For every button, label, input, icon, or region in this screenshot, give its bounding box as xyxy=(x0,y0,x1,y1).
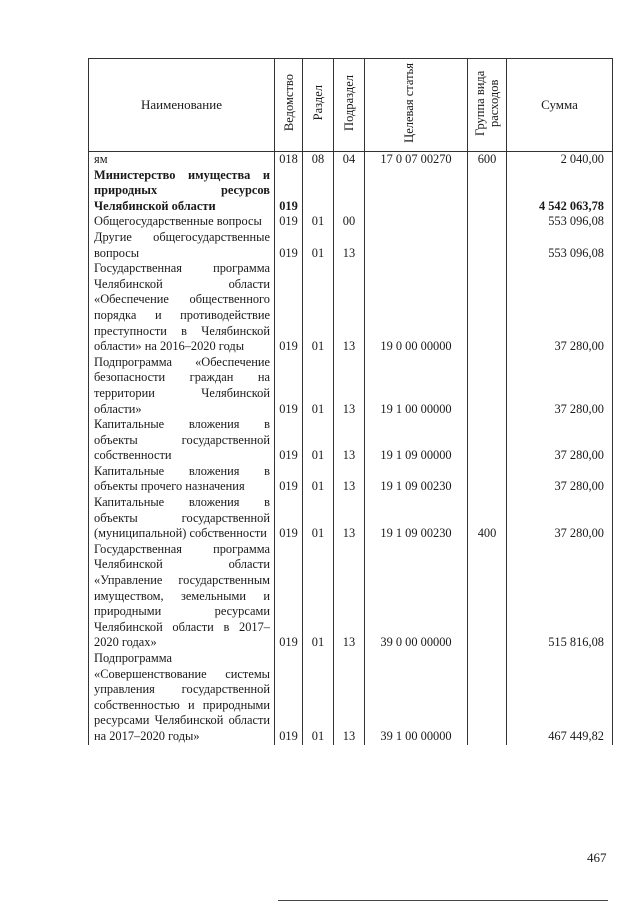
cell-name: Капитальные вложения в объекты прочего назначения xyxy=(89,464,275,495)
cell-name: Государственная программа Челябинской области «Обеспечение общественного порядка и противодействие преступности в Челябинской области» на 2016–2020 годы xyxy=(89,261,275,355)
cell-subsection: 13 xyxy=(334,417,365,464)
cell-sum: 467 449,82 xyxy=(507,651,613,745)
cell-dept: 019 xyxy=(275,214,303,230)
cell-target: 39 0 00 00000 xyxy=(365,542,468,651)
table-row xyxy=(89,214,613,230)
cell-group xyxy=(468,214,507,230)
cell-subsection: 04 xyxy=(334,152,365,168)
header-target: Целевая статья xyxy=(365,59,468,152)
cell-subsection xyxy=(334,168,365,215)
cell-name: Капитальные вложения в объекты государственной (муниципальной) собственности xyxy=(89,495,275,542)
cell-section: 08 xyxy=(303,152,334,168)
cell-section: 01 xyxy=(303,495,334,542)
table-row xyxy=(89,261,613,355)
header-sum: Сумма xyxy=(507,59,613,152)
cell-subsection: 13 xyxy=(334,261,365,355)
table-row xyxy=(89,464,613,495)
table-row xyxy=(89,168,613,215)
cell-target: 19 0 00 00000 xyxy=(365,261,468,355)
table-row xyxy=(89,495,613,542)
cell-dept: 019 xyxy=(275,230,303,261)
cell-sum: 37 280,00 xyxy=(507,355,613,417)
cell-sum: 553 096,08 xyxy=(507,230,613,261)
cell-name: Другие общегосударственные вопросы xyxy=(89,230,275,261)
cell-name: Капитальные вложения в объекты государственной собственности xyxy=(89,417,275,464)
cell-section xyxy=(303,168,334,215)
cell-group xyxy=(468,651,507,745)
table-row xyxy=(89,355,613,417)
cell-target xyxy=(365,214,468,230)
cell-subsection: 00 xyxy=(334,214,365,230)
cell-subsection: 13 xyxy=(334,355,365,417)
cell-subsection: 13 xyxy=(334,464,365,495)
cell-group: 600 xyxy=(468,152,507,168)
cell-dept: 019 xyxy=(275,168,303,215)
header-dept: Ведомство xyxy=(275,59,303,152)
table-row xyxy=(89,542,613,651)
cell-group xyxy=(468,464,507,495)
cell-sum: 553 096,08 xyxy=(507,214,613,230)
cell-name: Подпрограмма «Обеспечение безопасности граждан на территории Челябинской области» xyxy=(89,355,275,417)
header-group: Группа вида расходов xyxy=(468,59,507,152)
cell-dept: 019 xyxy=(275,542,303,651)
page-number: 467 xyxy=(587,850,607,865)
header-section: Раздел xyxy=(303,59,334,152)
footer-rule xyxy=(278,900,608,901)
cell-sum: 37 280,00 xyxy=(507,495,613,542)
cell-section: 01 xyxy=(303,464,334,495)
cell-dept: 019 xyxy=(275,417,303,464)
cell-subsection: 13 xyxy=(334,651,365,745)
cell-name: Подпрограмма «Совершенствование системы управления государственной собственностью и природными ресурсами Челябинской области на 2017–2020 годы» xyxy=(89,651,275,745)
cell-target: 19 1 09 00230 xyxy=(365,495,468,542)
cell-sum: 37 280,00 xyxy=(507,261,613,355)
cell-target: 19 1 09 00230 xyxy=(365,464,468,495)
cell-dept: 018 xyxy=(275,152,303,168)
cell-name: Общегосударственные вопросы xyxy=(89,214,275,230)
header-subsection: Подраздел xyxy=(334,59,365,152)
cell-group xyxy=(468,355,507,417)
cell-target: 17 0 07 00270 xyxy=(365,152,468,168)
cell-group xyxy=(468,230,507,261)
cell-dept: 019 xyxy=(275,464,303,495)
table-row xyxy=(89,152,613,168)
cell-target xyxy=(365,230,468,261)
cell-section: 01 xyxy=(303,355,334,417)
cell-dept: 019 xyxy=(275,495,303,542)
cell-subsection: 13 xyxy=(334,542,365,651)
cell-name: Министерство имущества и природных ресурсов Челябинской области xyxy=(89,168,275,215)
budget-table xyxy=(88,58,613,745)
cell-name: ям xyxy=(89,152,275,168)
cell-target: 39 1 00 00000 xyxy=(365,651,468,745)
header-name: Наименование xyxy=(89,59,275,152)
cell-group: 400 xyxy=(468,495,507,542)
cell-dept: 019 xyxy=(275,651,303,745)
cell-subsection: 13 xyxy=(334,495,365,542)
cell-name: Государственная программа Челябинской области «Управление государственным имуществом, земельными и природными ресурсами Челябинской области в 2017–2020 годах» xyxy=(89,542,275,651)
cell-section: 01 xyxy=(303,651,334,745)
cell-section: 01 xyxy=(303,542,334,651)
cell-group xyxy=(468,261,507,355)
cell-section: 01 xyxy=(303,214,334,230)
cell-section: 01 xyxy=(303,417,334,464)
cell-section: 01 xyxy=(303,230,334,261)
table-header-row xyxy=(89,59,613,152)
cell-group xyxy=(468,542,507,651)
cell-sum: 4 542 063,78 xyxy=(507,168,613,215)
cell-sum: 37 280,00 xyxy=(507,417,613,464)
cell-section: 01 xyxy=(303,261,334,355)
cell-target: 19 1 09 00000 xyxy=(365,417,468,464)
table-row xyxy=(89,230,613,261)
cell-group xyxy=(468,168,507,215)
cell-target: 19 1 00 00000 xyxy=(365,355,468,417)
cell-subsection: 13 xyxy=(334,230,365,261)
cell-target xyxy=(365,168,468,215)
cell-group xyxy=(468,417,507,464)
table-row xyxy=(89,651,613,745)
cell-dept: 019 xyxy=(275,261,303,355)
cell-dept: 019 xyxy=(275,355,303,417)
cell-sum: 515 816,08 xyxy=(507,542,613,651)
table-row xyxy=(89,417,613,464)
cell-sum: 37 280,00 xyxy=(507,464,613,495)
cell-sum: 2 040,00 xyxy=(507,152,613,168)
